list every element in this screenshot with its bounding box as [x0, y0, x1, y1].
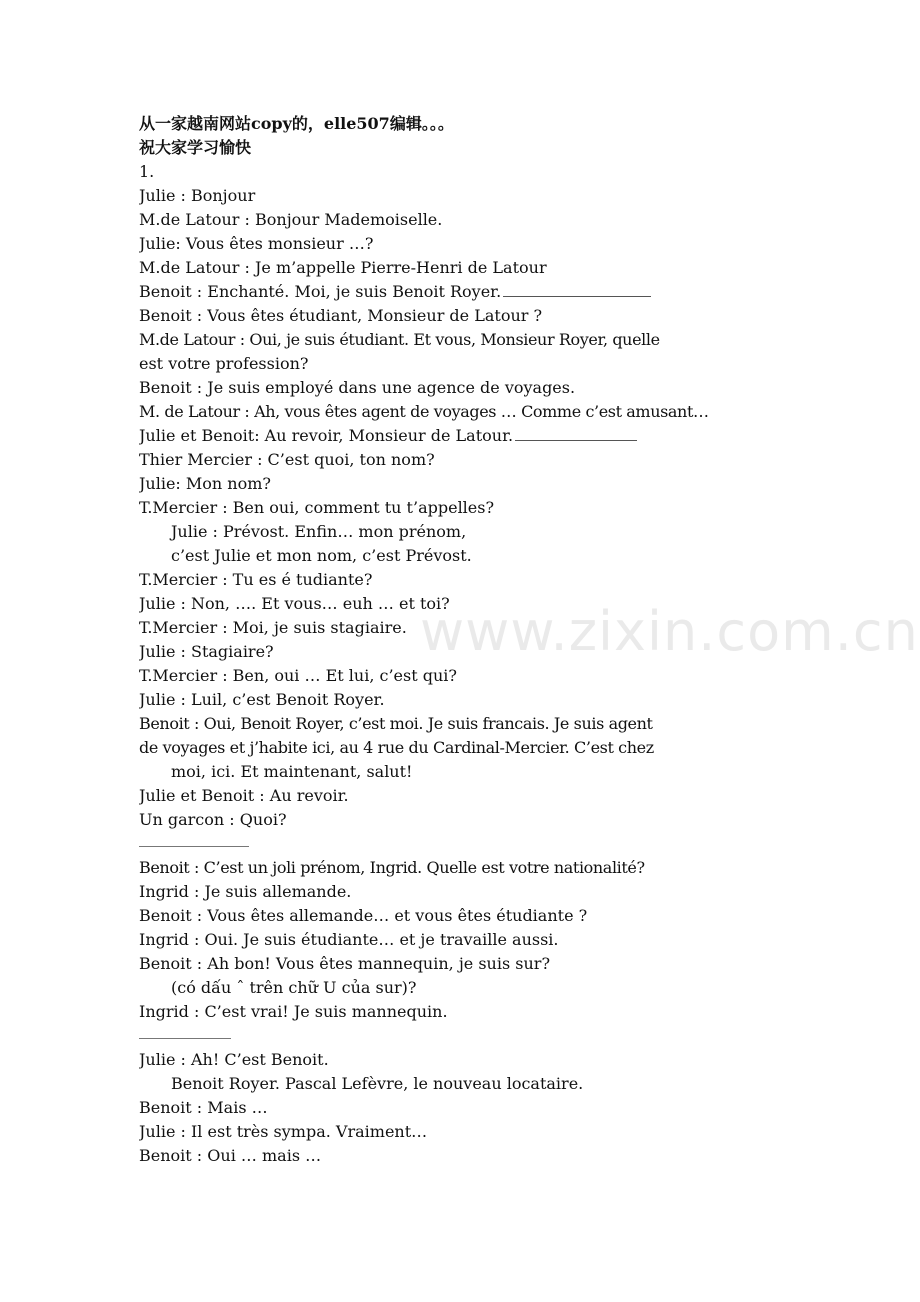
dialogue-line: Benoit : Vous êtes allemande… et vous êtes étudiante ?: [139, 906, 588, 925]
dialogue-line: T.Mercier : Moi, je suis stagiaire.: [139, 618, 407, 637]
dialogue-text: Benoit : Enchanté. Moi, je suis Benoit Royer.: [139, 282, 502, 301]
dialogue-line: Benoit Royer. Pascal Lefèvre, le nouveau locataire.: [171, 1074, 584, 1093]
dialogue-line: (có dấu ˆ trên chữ U của sur)?: [171, 978, 417, 997]
dialogue-line-with-blank: [139, 424, 789, 448]
watermark: www.zixin.com.cn: [420, 600, 919, 663]
intro-line: 从一家越南网站copy的，elle507编辑。。。: [139, 114, 454, 133]
dialogue-line: Julie: Mon nom?: [139, 474, 271, 493]
section-divider: [139, 1024, 789, 1048]
dialogue-line: Benoit : C’est un joli prénom, Ingrid. Quelle est votre nationalité?: [139, 858, 645, 877]
dialogue-line: Julie : Bonjour: [139, 186, 256, 205]
section-number: 1.: [139, 162, 155, 181]
dialogue-line: Julie : Stagiaire?: [139, 642, 274, 661]
dialogue-line: est votre profession?: [139, 354, 309, 373]
fill-in-blank: [503, 282, 651, 297]
dialogue-line: Julie et Benoit : Au revoir.: [139, 786, 349, 805]
dialogue-line: Julie : Luil, c’est Benoit Royer.: [139, 690, 385, 709]
dialogue-line: Thier Mercier : C’est quoi, ton nom?: [139, 450, 435, 469]
dialogue-line: M.de Latour : Je m’appelle Pierre-Henri de Latour: [139, 258, 547, 277]
document-body: [139, 112, 789, 1168]
dialogue-line-with-blank: [139, 280, 789, 304]
dialogue-line: Julie : Prévost. Enfin… mon prénom,: [171, 522, 467, 541]
dialogue-line: M.de Latour : Oui, je suis étudiant. Et vous, Monsieur Royer, quelle: [139, 330, 660, 349]
dialogue-line: T.Mercier : Ben oui, comment tu t’appelles?: [139, 498, 495, 517]
dialogue-line: Benoit : Ah bon! Vous êtes mannequin, je suis sur?: [139, 954, 551, 973]
section-divider: [139, 832, 789, 856]
dialogue-line: Benoit : Mais …: [139, 1098, 268, 1117]
dialogue-line: T.Mercier : Ben, oui … Et lui, c’est qui?: [139, 666, 457, 685]
dialogue-text: Julie et Benoit: Au revoir, Monsieur de Latour.: [139, 426, 514, 445]
dialogue-line: M. de Latour : Ah, vous êtes agent de voyages … Comme c’est amusant…: [139, 402, 709, 421]
dialogue-line: Benoit : Je suis employé dans une agence de voyages.: [139, 378, 576, 397]
greeting-line: 祝大家学习愉快: [139, 138, 252, 157]
dialogue-line: Ingrid : Je suis allemande.: [139, 882, 352, 901]
dialogue-line: Julie : Non, …. Et vous… euh … et toi?: [139, 594, 450, 613]
dialogue-line: Ingrid : Oui. Je suis étudiante… et je travaille aussi.: [139, 930, 559, 949]
fill-in-blank: [515, 426, 637, 441]
dialogue-line: Ingrid : C’est vrai! Je suis mannequin.: [139, 1002, 448, 1021]
dialogue-line: moi, ici. Et maintenant, salut!: [171, 762, 413, 781]
dialogue-line: Benoit : Oui … mais …: [139, 1146, 322, 1165]
dialogue-line: M.de Latour : Bonjour Mademoiselle.: [139, 210, 443, 229]
dialogue-line: Benoit : Vous êtes étudiant, Monsieur de Latour ?: [139, 306, 543, 325]
dialogue-line: c’est Julie et mon nom, c’est Prévost.: [171, 546, 472, 565]
dialogue-line: de voyages et j’habite ici, au 4 rue du Cardinal-Mercier. C’est chez: [139, 738, 654, 757]
dialogue-line: Un garcon : Quoi?: [139, 810, 287, 829]
dialogue-line: Julie : Il est très sympa. Vraiment…: [139, 1122, 428, 1141]
dialogue-line: Julie : Ah! C’est Benoit.: [139, 1050, 329, 1069]
dialogue-line: Julie: Vous êtes monsieur …?: [139, 234, 374, 253]
dialogue-line: T.Mercier : Tu es é tudiante?: [139, 570, 373, 589]
dialogue-line: Benoit : Oui, Benoit Royer, c’est moi. Je suis francais. Je suis agent: [139, 714, 653, 733]
